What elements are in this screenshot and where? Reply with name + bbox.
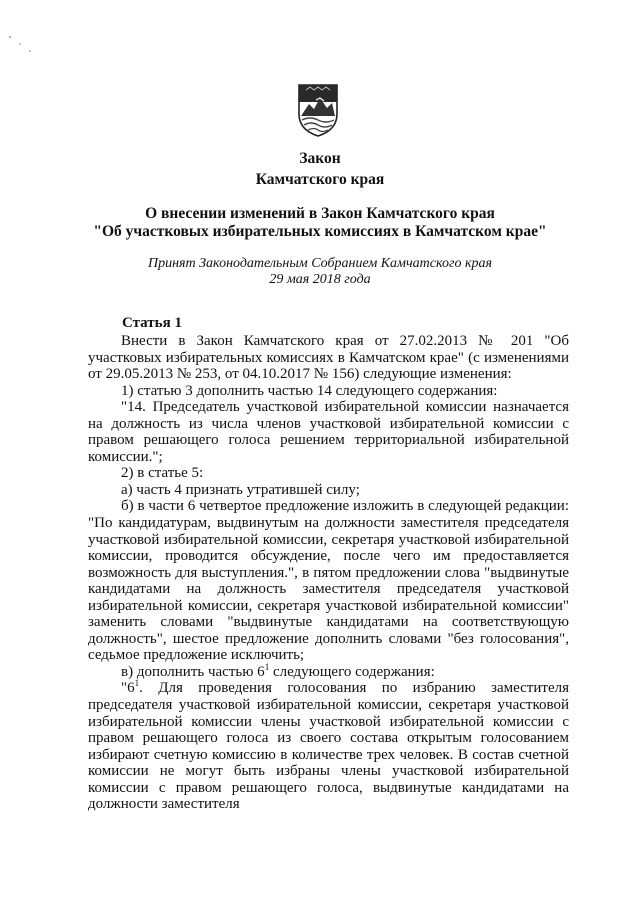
title-line-1: О внесении изменений в Закон Камчатского края	[145, 205, 495, 222]
superscript: 1	[264, 661, 270, 672]
item-1: 1) статью 3 дополнить частью 14 следующего содержания:	[121, 382, 498, 399]
item-2a: а) часть 4 признать утратившей силу;	[121, 481, 360, 498]
item-2v	[88, 661, 569, 681]
document-body	[88, 333, 569, 813]
adoption-line-1: Принят Законодательным Собранием Камчатского края	[147, 256, 493, 271]
adoption-date: 29 мая 2018 года	[269, 272, 371, 287]
quote-text: . Для проведения голосования по избранию заместителя председателя участковой избирательной комиссии, секретаря участковой избирательной комиссии члены участковой избирательной комиссии с правом решающего голоса из своего состава открытым голосованием избирают счетную комиссию в количестве трех человек. В состав счетной комиссии не могут быть избраны члены участковой избирательной комиссии с правом решающего голоса, выдвинутые кандидатами на должности заместителя	[88, 680, 569, 813]
item-2: 2) в статье 5:	[121, 465, 204, 482]
scan-specks	[6, 34, 36, 56]
item-2v-text: в) дополнить частью 6	[121, 663, 265, 680]
coat-of-arms-icon	[296, 82, 340, 138]
title-line-2: "Об участковых избирательных комиссиях в Камчатском крае"	[93, 223, 547, 240]
quoted-part-6-1	[88, 680, 569, 812]
quote-start: "6	[121, 680, 135, 697]
item-2b: б) в части 6 четвертое предложение изложить в следующей редакции: "По кандидатурам, выдвинутым на должности заместителя председателя участковой избирательной комиссии, секретаря участковой избирательной комиссии, проводится обсуждение, после чего им предоставляется возможность для выступления.", в пятом предложении слова "выдвинутые кандидатами на должность заместителя председателя участковой избирательной комиссии, секретаря участковой избирательной комиссии" заменить словами "выдвинутые кандидатами на соответствующую должность", шестое предложение дополнить словами "без голосования", седьмое предложение исключить;	[88, 498, 569, 664]
superscript: 1	[134, 678, 140, 689]
item-2v-text-end: следующего содержания:	[269, 663, 435, 680]
law-label: Закон	[299, 150, 341, 167]
item-1-text: "14. Председатель участковой избирательной комиссии назначается на должность из числа членов участковой избирательной комиссии с правом решающего голоса решением территориальной избирательной комиссии.";	[88, 399, 569, 465]
region-label: Камчатского края	[255, 171, 385, 188]
article-lead: Внести в Закон Камчатского края от 27.02.2013 № 201 "Об участковых избирательных комиссиях в Камчатском крае" (с изменениями от 29.05.2013 № 253, от 04.10.2017 № 156) следующие изменения:	[88, 333, 569, 383]
article-heading: Статья 1	[122, 315, 182, 331]
